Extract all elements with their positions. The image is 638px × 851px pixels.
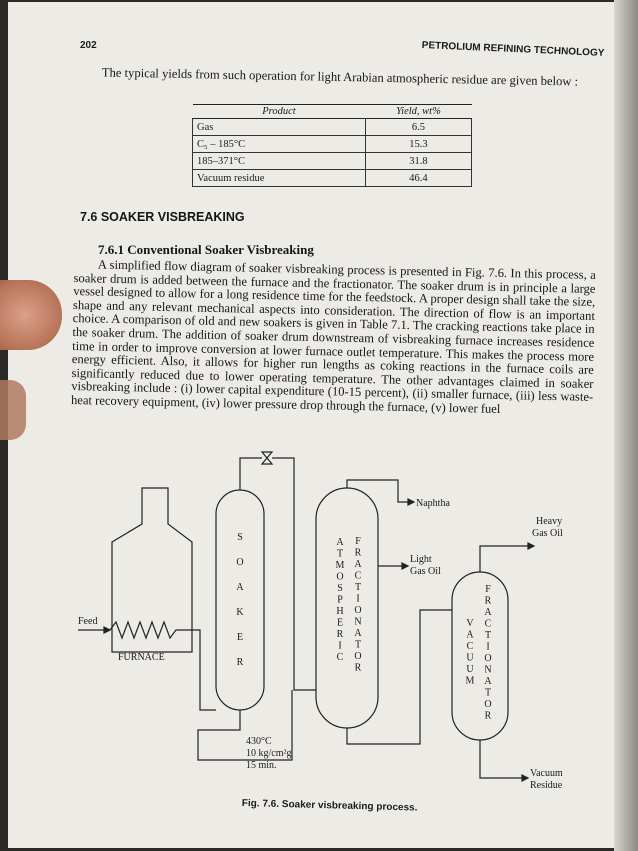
vessel-letter: R [336,629,344,640]
soaker-drum [216,490,264,710]
vessel-letter: R [484,710,492,722]
vessel-letter: A [336,537,344,548]
light-gas-oil-label-line1: Light [410,554,432,565]
yield-cell: 15.3 [365,136,471,153]
vessel-letter: T [336,548,344,560]
column-header-yield: Yield, wt% [365,105,471,119]
subsection-title: 7.6.1 Conventional Soaker Visbreaking [98,242,314,257]
vessel-letter: R [354,662,362,674]
section-title: 7.6 SOAKER VISBREAKING [80,210,245,224]
column-header-product: Product [193,105,366,119]
vessel-letter: C [336,652,344,663]
feed-arrow [104,627,110,633]
vessel-letter: A [466,629,474,641]
vessel-letter: V [466,618,474,629]
vessel-letter: S [337,583,343,594]
vacuum-residue-label-line1: Vacuum [530,768,563,779]
furnace-label: FURNACE [118,652,165,663]
vessel-letter: F [355,536,361,547]
naphtha-line [347,480,408,502]
vessel-letter: R [354,547,362,559]
light-gas-oil-label-line2: Gas Oil [410,566,441,577]
vessel-letter: U [466,664,474,675]
vessel-letter: A [354,628,362,639]
yield-cell: 6.5 [365,119,471,136]
yield-cell: 46.4 [365,170,471,187]
vessel-letter: F [485,584,491,595]
vessel-letter: O [484,699,492,710]
atmospheric-letters [336,537,345,663]
vacuum-fractionator [452,572,508,740]
vessel-letter: N [354,616,362,628]
heavy-gas-oil-line [480,546,528,572]
vessel-letter: R [484,595,492,607]
vacuum-fractionator-letters [484,584,492,722]
vessel-letter: O [484,653,492,664]
vacuum-residue-label-line2: Residue [530,780,563,791]
vessel-letter: C [484,618,492,630]
feed-label: Feed [78,616,98,627]
product-cell: 185–371°C [193,153,366,170]
product-cell: Vacuum residue [193,170,366,187]
vessel-letter: O [336,571,344,583]
atmospheric-fractionator-letters [354,536,362,674]
vessel-letter: O [354,605,362,616]
soaker-letters [236,532,244,668]
condition-temperature: 430°C [246,736,272,747]
vessel-letter: I [338,640,342,652]
furnace-outline [112,488,192,652]
yield-cell: 31.8 [365,153,471,170]
vessel-letter: O [354,651,362,662]
running-title: PETROLIUM REFINING TECHNOLOGY [421,40,605,59]
vessel-letter: O [236,557,244,568]
vessel-letter: P [337,594,343,606]
valve-icon [262,452,272,464]
vessel-letter: A [236,582,244,593]
vessel-letter: T [484,630,492,641]
finger [0,380,26,440]
heavy-gas-oil-label-line1: Heavy [536,516,563,527]
vessel-letter: A [484,607,492,618]
page-number: 202 [80,40,97,51]
furnace-coil [110,622,216,710]
condition-time: 15 min. [246,760,277,771]
vessel-letter: T [484,687,492,699]
product-cell: C₅ – 185°C [193,136,366,153]
vessel-letter: S [237,532,243,543]
vessel-letter: E [236,632,244,643]
vessel-letter: E [336,617,344,629]
vessel-letter: M [335,560,345,571]
figure-caption: Fig. 7.6. Soaker visbreaking process. [241,798,418,814]
vessel-letter: C [354,570,362,582]
vessel-letter: R [236,657,244,668]
intro-paragraph: The typical yields from such operation for light Arabian atmospheric residue are given below : [101,65,579,89]
vessel-letter: U [466,652,474,664]
atmospheric-fractionator [316,488,378,728]
body-paragraph: A simplified flow diagram of soaker visbreaking process is presented in Fig. 7.6. In this process, a soaker drum is added between the furnace and the fractionator. The soaker drum is in principle a large vessel designed to allow for a long residence time for the feedstock. A proper design shall take the size, shape and any relevant mechanical aspects into consideration. The direction of flow is an important choice. A comparison of old and new soakers is given in Table 7.1. The cracking reactions take place in the soaker drum. The addition of soaker drum downstream of visbreaking furnace increases residence time in order to improve conversion at lower furnace outlet temperature. This makes the process more energy efficient. Also, it allows for higher run lengths as coking reactions in the furnace coils are significantly reduced due to lower operating temperature. The other advantages claimed in soaker visbreaking include : (i) lower capital expenditure (10-15 percent), (ii) smaller furnace, (iii) less waste-heat recovery equipment, (iv) lower pressure drop through the furnace, (v) lower fuel [70,257,596,416]
vessel-letter: I [356,593,360,605]
vacuum-letters [466,618,475,687]
condition-pressure: 10 kg/cm²g [246,748,292,759]
vessel-letter: T [354,582,362,593]
vessel-letter: A [354,559,362,570]
soaker-overhead-line [240,458,262,490]
vessel-letter: C [466,641,474,652]
naphtha-label: Naphtha [416,498,450,509]
heavy-gas-oil-label-line2: Gas Oil [532,528,563,539]
vessel-letter: H [336,606,344,617]
product-cell: Gas [193,119,366,136]
vessel-letter: I [486,641,490,653]
vessel-letter: N [484,664,492,676]
vessel-letter: M [465,675,475,687]
vacuum-residue-line [480,740,522,778]
vessel-letter: K [236,607,244,618]
vessel-letter: A [484,676,492,687]
vessel-letter: T [354,639,362,651]
